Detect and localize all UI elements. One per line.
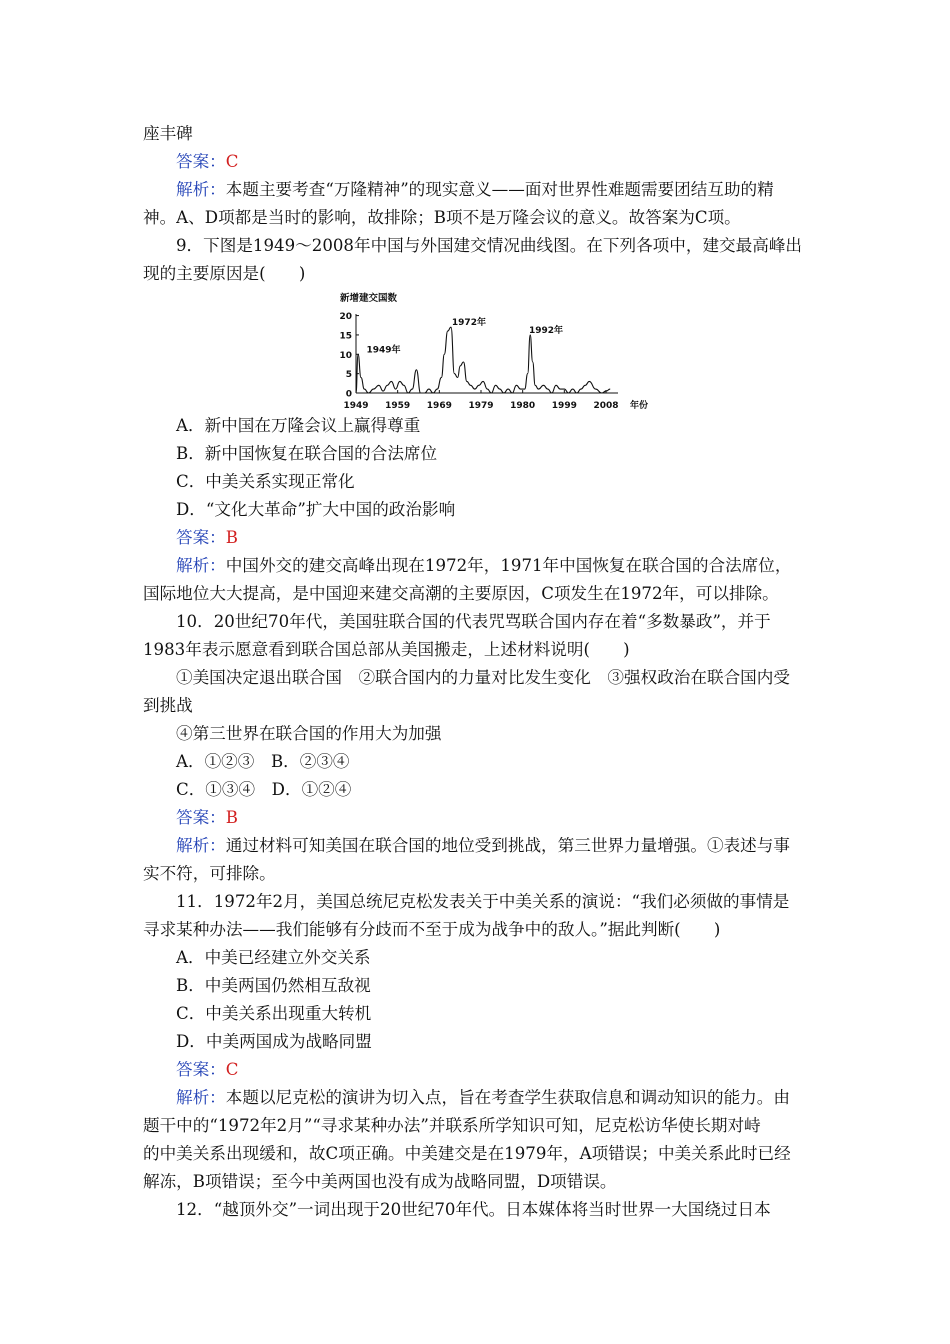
x-axis-label: 年份 bbox=[630, 401, 649, 411]
series-line bbox=[356, 327, 610, 393]
question-9: 9．下图是1949～2008年中国与外国建交情况曲线图。在下列各项中，建交最高峰出 bbox=[176, 236, 803, 255]
y-tick-label: 10 bbox=[339, 350, 352, 361]
answer-line bbox=[176, 1057, 238, 1083]
explanation-label: 解析： bbox=[176, 836, 226, 855]
x-tick-label: 1979 bbox=[468, 401, 494, 411]
question-10: 10．20世纪70年代，美国驻联合国的代表咒骂联合国内存在着“多数暴政”，并于 bbox=[176, 612, 771, 631]
option-c: C．中美关系实现正常化 bbox=[176, 472, 355, 491]
explanation-text: 中国外交的建交高峰出现在1972年，1971年中国恢复在联合国的合法席位， bbox=[225, 556, 792, 575]
option-a: A．新中国在万隆会议上赢得尊重 bbox=[176, 416, 421, 435]
text-line: 现的主要原因是( ) bbox=[143, 264, 306, 283]
y-tick-label: 20 bbox=[339, 312, 352, 323]
text-line: 寻求某种办法——我们能够有分歧而不至于成为战争中的敌人。”据此判断( ) bbox=[143, 920, 721, 939]
explanation-text: 本题以尼克松的演讲为切入点，旨在考查学生获取信息和调动知识的能力。由 bbox=[225, 1088, 790, 1107]
text-line: 到挑战 bbox=[143, 696, 193, 715]
explanation-text: 通过材料可知美国在联合国的地位受到挑战，第三世界力量增强。①表述与事 bbox=[225, 836, 790, 855]
answer-label: 答案： bbox=[176, 528, 226, 547]
explanation-label: 解析： bbox=[176, 180, 226, 199]
answer-value: B bbox=[225, 808, 238, 827]
answer-value: C bbox=[225, 1060, 239, 1079]
option-d: D．中美两国成为战略同盟 bbox=[176, 1032, 372, 1051]
chart-annotation: 1992年 bbox=[529, 325, 564, 336]
options-ab: A．①②③ B．②③④ bbox=[176, 752, 350, 771]
y-tick-label: 5 bbox=[345, 370, 352, 381]
answer-line bbox=[176, 525, 238, 551]
explanation-line bbox=[176, 553, 791, 579]
y-tick-label: 0 bbox=[345, 389, 352, 400]
x-tick-label: 1969 bbox=[426, 401, 452, 411]
answer-value: B bbox=[225, 528, 238, 547]
answer-label: 答案： bbox=[176, 152, 226, 171]
option-b: B．新中国恢复在联合国的合法席位 bbox=[176, 444, 438, 463]
option-c: C．中美关系出现重大转机 bbox=[176, 1004, 372, 1023]
text-line: 实不符，可排除。 bbox=[143, 864, 276, 883]
explanation-label: 解析： bbox=[176, 1088, 226, 1107]
text-line: 神。A、D项都是当时的影响，故排除；B项不是万隆会议的意义。故答案为C项。 bbox=[143, 208, 741, 227]
x-tick-label: 1959 bbox=[385, 401, 411, 411]
chart-annotation: 1949年 bbox=[366, 345, 401, 356]
answer-line bbox=[176, 149, 238, 175]
option-d: D．“文化大革命”扩大中国的政治影响 bbox=[176, 500, 456, 519]
text-line: 国际地位大大提高，是中国迎来建交高潮的主要原因，C项发生在1972年，可以排除。 bbox=[143, 584, 779, 603]
x-tick-label: 2008 bbox=[593, 401, 619, 411]
diplomacy-line-chart bbox=[328, 290, 658, 414]
text-line: 1983年表示愿意看到联合国总部从美国搬走，上述材料说明( ) bbox=[143, 640, 630, 659]
option-a: A．中美已经建立外交关系 bbox=[176, 948, 371, 967]
explanation-line bbox=[176, 833, 790, 859]
option-b: B．中美两国仍然相互敌视 bbox=[176, 976, 371, 995]
y-tick-label: 15 bbox=[339, 331, 352, 342]
answer-label: 答案： bbox=[176, 1060, 226, 1079]
text-line: 题干中的“1972年2月”“寻求某种办法”并联系所学知识可知，尼克松访华使长期对峙 bbox=[143, 1116, 761, 1135]
text-line: ①美国决定退出联合国 ②联合国内的力量对比发生变化 ③强权政治在联合国内受 bbox=[176, 668, 790, 687]
chart-annotation: 1972年 bbox=[451, 318, 486, 329]
answer-value: C bbox=[225, 152, 239, 171]
answer-label: 答案： bbox=[176, 808, 226, 827]
text-line: ④第三世界在联合国的作用大为加强 bbox=[176, 724, 442, 743]
x-tick-label: 1999 bbox=[551, 401, 577, 411]
options-cd: C．①③④ D．①②④ bbox=[176, 780, 352, 799]
explanation-line bbox=[176, 177, 774, 203]
answer-line bbox=[176, 805, 238, 831]
text-line: 解冻，B项错误；至今中美两国也没有成为战略同盟，D项错误。 bbox=[143, 1172, 617, 1191]
chart-title: 新增建交国数 bbox=[340, 293, 398, 304]
question-12: 12．“越顶外交”一词出现于20世纪70年代。日本媒体将当时世界一大国绕过日本 bbox=[176, 1200, 771, 1219]
text-line: 座丰碑 bbox=[143, 124, 193, 143]
annotations bbox=[367, 316, 564, 355]
x-tick-label: 1949 bbox=[343, 401, 369, 411]
explanation-text: 本题主要考查“万隆精神”的现实意义——面对世界性难题需要团结互助的精 bbox=[225, 180, 774, 199]
explanation-line bbox=[176, 1085, 790, 1111]
explanation-label: 解析： bbox=[176, 556, 226, 575]
text-line: 的中美关系出现缓和，故C项正确。中美建交是在1979年，A项错误；中美关系此时已经 bbox=[143, 1144, 791, 1163]
question-11: 11．1972年2月，美国总统尼克松发表关于中美关系的演说：“我们必须做的事情是 bbox=[176, 892, 790, 911]
x-tick-label: 1980 bbox=[510, 401, 536, 411]
